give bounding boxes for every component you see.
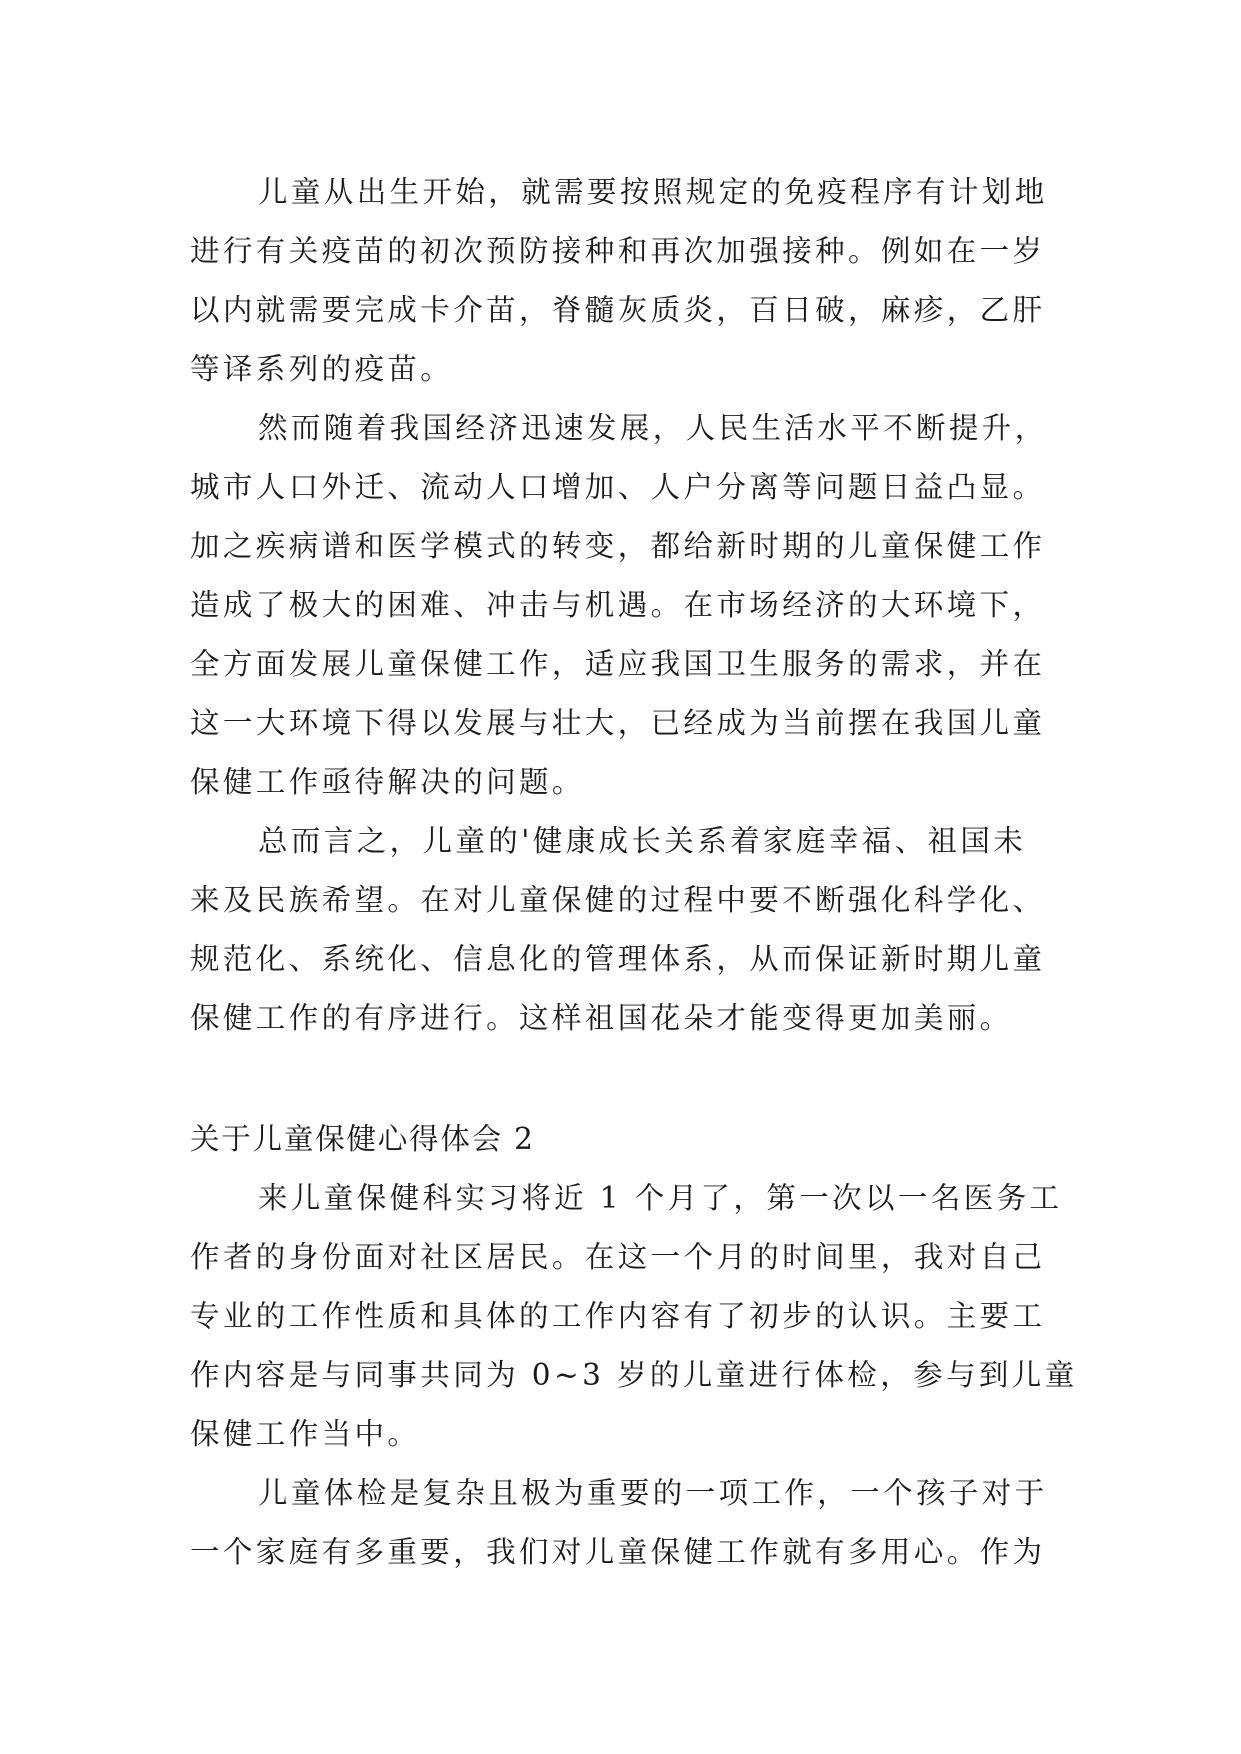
section-gap	[190, 1048, 1070, 1110]
paragraph-line: 全方面发展儿童保健工作，适应我国卫生服务的需求，并在	[190, 647, 1046, 681]
paragraph-line: 儿童从出生开始，就需要按照规定的免疫程序有计划地	[258, 175, 1048, 209]
paragraph-line: 造成了极大的困难、冲击与机遇。在市场经济的大环境下，	[190, 588, 1046, 622]
paragraph-line: 保健工作亟待解决的问题。	[190, 765, 585, 799]
paragraph-line: 然而随着我国经济迅速发展，人民生活水平不断提升，	[258, 411, 1048, 445]
paragraph-line: 儿童体检是复杂且极为重要的一项工作，一个孩子对于	[258, 1476, 1048, 1510]
paragraph-line: 一个家庭有多重要，我们对儿童保健工作就有多用心。作为	[190, 1535, 1046, 1569]
paragraph-challenges	[190, 399, 1070, 812]
paragraph-line: 这一大环境下得以发展与壮大，已经成为当前摆在我国儿童	[190, 706, 1046, 740]
section-heading: 关于儿童保健心得体会 2	[190, 1122, 535, 1156]
paragraph-conclusion	[190, 812, 1070, 1048]
paragraph-line: 保健工作当中。	[190, 1417, 421, 1451]
paragraph-line: 加之疾病谱和医学模式的转变，都给新时期的儿童保健工作	[190, 529, 1046, 563]
paragraph-line: 专业的工作性质和具体的工作内容有了初步的认识。主要工	[190, 1299, 1046, 1333]
paragraph-line: 来儿童保健科实习将近 1 个月了，第一次以一名医务工	[258, 1181, 1063, 1215]
paragraph-line: 进行有关疫苗的初次预防接种和再次加强接种。例如在一岁	[190, 234, 1046, 268]
paragraph-line: 以内就需要完成卡介苗，脊髓灰质炎，百日破，麻疹，乙肝	[190, 293, 1046, 327]
paragraph-vaccination	[190, 163, 1070, 399]
paragraph-line: 来及民族希望。在对儿童保健的过程中要不断强化科学化、	[190, 883, 1046, 917]
paragraph-line: 总而言之，儿童的'健康成长关系着家庭幸福、祖国未	[258, 824, 1027, 858]
paragraph-line: 保健工作的有序进行。这样祖国花朵才能变得更加美丽。	[190, 1001, 1013, 1035]
paragraph-checkup	[190, 1464, 1070, 1582]
paragraph-line: 作者的身份面对社区居民。在这一个月的时间里，我对自己	[190, 1240, 1046, 1274]
paragraph-line: 作内容是与同事共同为 0~3 岁的儿童进行体检，参与到儿童	[190, 1358, 1078, 1392]
paragraph-line: 等译系列的疫苗。	[190, 352, 454, 386]
paragraph-line: 城市人口外迁、流动人口增加、人户分离等问题日益凸显。	[190, 470, 1046, 504]
paragraph-internship	[190, 1169, 1078, 1464]
document-body	[190, 163, 1078, 1582]
paragraph-line: 规范化、系统化、信息化的管理体系，从而保证新时期儿童	[190, 942, 1046, 976]
